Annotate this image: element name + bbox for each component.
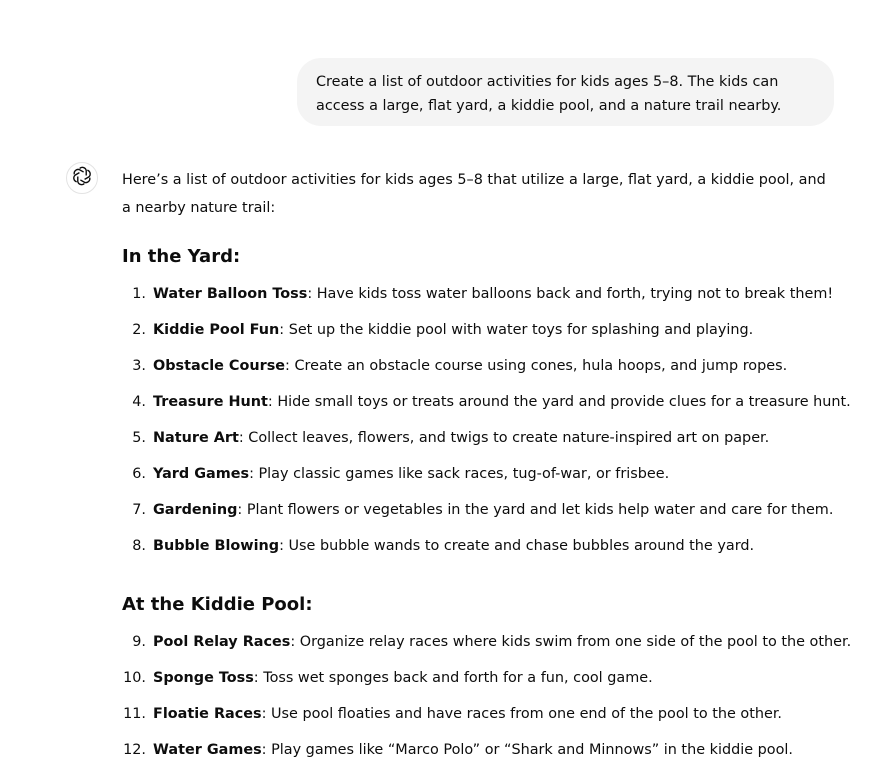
item-title: Pool Relay Races xyxy=(153,634,291,650)
item-text: : Organize relay races where kids swim from one side of the pool to the other. xyxy=(290,634,852,650)
list-item xyxy=(122,534,842,570)
list-item xyxy=(122,318,842,354)
list-item xyxy=(122,498,842,534)
item-title: Yard Games xyxy=(153,466,250,482)
list-item xyxy=(122,282,842,318)
assistant-intro: Here’s a list of outdoor activities for kids ages 5–8 that utilize a large, flat yard, a kiddie pool, and a nearby nature trail: xyxy=(122,172,826,216)
list-number: 2. xyxy=(132,322,146,338)
list-item xyxy=(122,666,842,702)
item-title: Sponge Toss xyxy=(153,670,254,686)
list-number: 1. xyxy=(132,286,146,302)
item-title: Bubble Blowing xyxy=(153,538,280,554)
list-number: 5. xyxy=(132,430,146,446)
item-text: : Plant flowers or vegetables in the yard and let kids help water and care for them. xyxy=(237,502,834,518)
section-heading-yard: In the Yard: xyxy=(122,246,241,267)
item-text: : Set up the kiddie pool with water toys for splashing and playing. xyxy=(279,322,754,338)
openai-logo-icon xyxy=(71,165,93,191)
item-text: : Hide small toys or treats around the yard and provide clues for a treasure hunt. xyxy=(267,394,851,410)
list-number: 7. xyxy=(132,502,146,518)
list-number: 12. xyxy=(123,742,146,758)
item-text: : Use bubble wands to create and chase bubbles around the yard. xyxy=(279,538,755,554)
list-item xyxy=(122,426,842,462)
list-item xyxy=(122,738,842,762)
item-text: : Have kids toss water balloons back and forth, trying not to break them! xyxy=(307,286,834,302)
list-item xyxy=(122,462,842,498)
item-text: : Use pool floaties and have races from one end of the pool to the other. xyxy=(261,706,783,722)
list-number: 11. xyxy=(123,706,146,722)
list-number: 9. xyxy=(132,634,146,650)
item-title: Gardening xyxy=(153,502,238,518)
list-number: 4. xyxy=(132,394,146,410)
item-title: Obstacle Course xyxy=(153,358,286,374)
list-number: 3. xyxy=(132,358,146,374)
user-message-text: Create a list of outdoor activities for kids ages 5–8. The kids can access a large, flat yard, a kiddie pool, and a nature trail nearby. xyxy=(316,74,782,114)
item-text: : Collect leaves, flowers, and twigs to create nature-inspired art on paper. xyxy=(238,430,770,446)
item-title: Floatie Races xyxy=(153,706,262,722)
item-text: : Play games like “Marco Polo” or “Shark and Minnows” in the kiddie pool. xyxy=(261,742,793,758)
list-number: 8. xyxy=(132,538,146,554)
assistant-message xyxy=(122,166,852,762)
section-heading-kiddie-pool: At the Kiddie Pool: xyxy=(122,594,313,615)
item-title: Water Balloon Toss xyxy=(153,286,308,302)
item-text: : Create an obstacle course using cones, hula hoops, and jump ropes. xyxy=(285,358,788,374)
list-number: 6. xyxy=(132,466,146,482)
activity-list-kiddie-pool xyxy=(122,630,852,762)
item-text: : Toss wet sponges back and forth for a fun, cool game. xyxy=(253,670,653,686)
list-item xyxy=(122,630,852,666)
item-title: Water Games xyxy=(153,742,262,758)
assistant-avatar xyxy=(66,162,98,194)
list-item xyxy=(122,390,851,426)
item-title: Treasure Hunt xyxy=(153,394,268,410)
list-item xyxy=(122,354,842,390)
item-title: Kiddie Pool Fun xyxy=(153,322,280,338)
list-item xyxy=(122,702,842,738)
item-title: Nature Art xyxy=(153,430,239,446)
list-number: 10. xyxy=(123,670,146,686)
user-message-bubble xyxy=(297,58,834,126)
activity-list-yard xyxy=(122,282,851,570)
item-text: : Play classic games like sack races, tug-of-war, or frisbee. xyxy=(249,466,670,482)
